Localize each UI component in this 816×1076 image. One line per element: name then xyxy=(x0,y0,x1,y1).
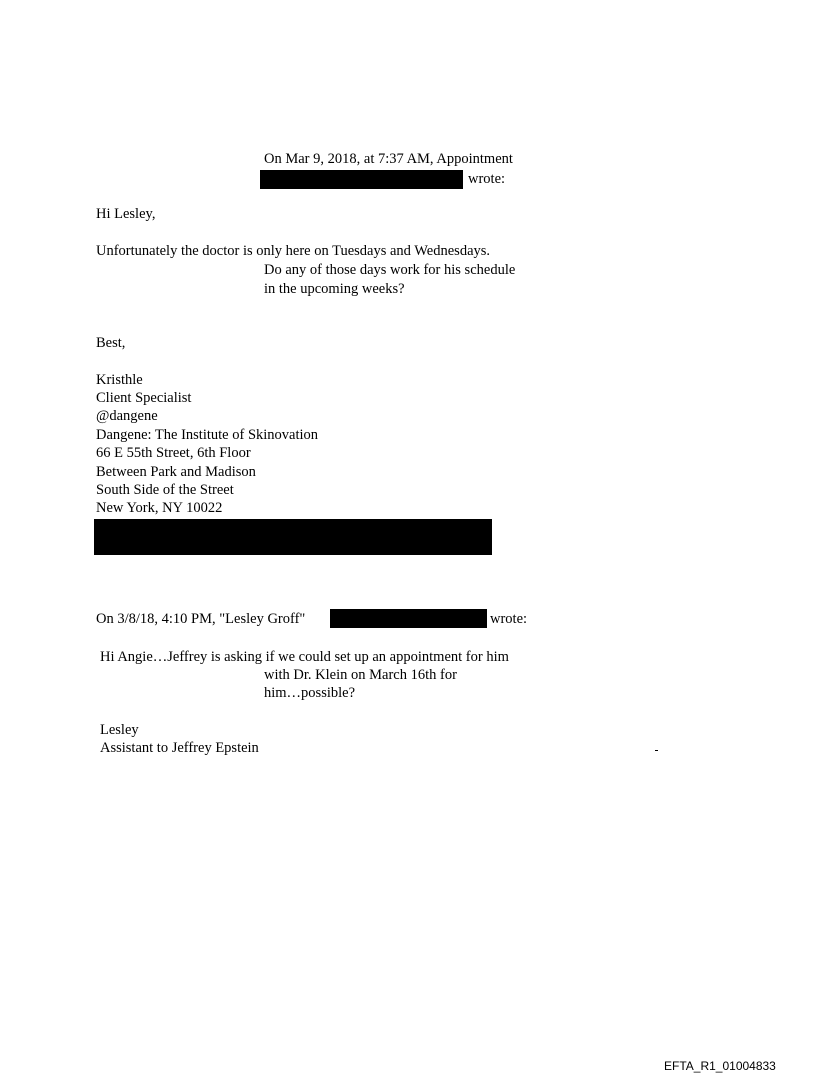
signature-address: South Side of the Street xyxy=(96,482,234,498)
email-greeting: Hi Lesley, xyxy=(96,206,156,222)
quoted-body-line: Hi Angie…Jeffrey is asking if we could set up an appointment for him xyxy=(100,649,509,665)
quoted-header-prefix: On 3/8/18, 4:10 PM, "Lesley Groff" xyxy=(96,611,306,627)
signature-address: Between Park and Madison xyxy=(96,464,256,480)
signature-address: New York, NY 10022 xyxy=(96,500,223,516)
signature-handle: @dangene xyxy=(96,408,158,424)
redaction-block xyxy=(94,519,492,555)
reply-header-wrote: wrote: xyxy=(468,171,506,187)
quoted-body-line: with Dr. Klein on March 16th for xyxy=(264,667,457,683)
email-body-line: in the upcoming weeks? xyxy=(264,281,405,297)
document-id: EFTA_R1_01004833 xyxy=(664,1059,776,1073)
signature-company: Dangene: The Institute of Skinovation xyxy=(96,427,319,443)
reply-header-line1: On Mar 9, 2018, at 7:37 AM, Appointment xyxy=(264,151,513,167)
stray-mark xyxy=(655,750,658,751)
quoted-sig-name: Lesley xyxy=(100,722,139,738)
signature-address: 66 E 55th Street, 6th Floor xyxy=(96,445,251,461)
redaction-block xyxy=(330,609,487,628)
signature-name: Kristhle xyxy=(96,372,143,388)
redaction-block xyxy=(260,170,463,189)
signature-title: Client Specialist xyxy=(96,390,192,406)
quoted-header-wrote: wrote: xyxy=(490,611,528,627)
email-closing: Best, xyxy=(96,335,126,351)
quoted-sig-title: Assistant to Jeffrey Epstein xyxy=(100,740,259,756)
email-body-line: Unfortunately the doctor is only here on Tuesdays and Wednesdays. xyxy=(96,243,491,259)
email-body-line: Do any of those days work for his schedule xyxy=(264,262,516,278)
quoted-body-line: him…possible? xyxy=(264,685,356,701)
